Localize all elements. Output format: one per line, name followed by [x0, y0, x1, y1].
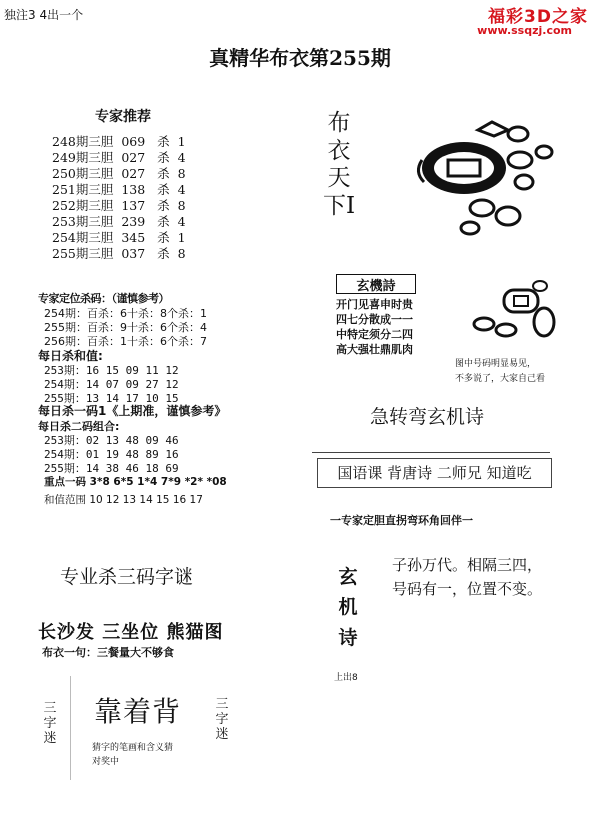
divider	[70, 676, 71, 780]
sum-kill-row: 254期：14 07 09 27 12	[44, 378, 179, 391]
riddle-title: 专业杀三码字谜	[60, 566, 194, 588]
table-row: 251期三胆 138 杀 4	[52, 182, 186, 197]
position-kill-title: 专家定位杀码：（谨慎参考）	[38, 292, 169, 305]
table-row: 253期三胆 239 杀 4	[52, 214, 186, 229]
site-logo[interactable]: 福彩3D之家	[488, 7, 588, 27]
poem-line: 中特定须分二四	[336, 328, 413, 341]
poem-line: 开门见喜申时贵	[336, 298, 413, 311]
riddle-main: 靠着背	[94, 695, 182, 728]
poem-art-icon	[464, 278, 564, 350]
top-note: 独注3 4出一个	[4, 8, 84, 22]
riddle-hint: 对奖中	[92, 757, 120, 767]
two-code-row: 253期：02 13 48 09 46	[44, 434, 179, 447]
divider	[312, 452, 550, 453]
table-row: 250期三胆 027 杀 8	[52, 166, 186, 181]
guoyu-box: 国语课 背唐诗 二师兄 知道吃	[317, 458, 552, 488]
tail-note: 上出8	[334, 673, 358, 683]
jizhuan-title: 急转弯玄机诗	[370, 406, 485, 428]
page-title: 真精华布衣第255期	[209, 46, 391, 70]
riddle-hint: 猜字的笔画和含义猜	[92, 743, 174, 753]
xuanji-vertical-label: 玄机诗	[338, 566, 358, 649]
table-row: 248期三胆 069 杀 1	[52, 134, 186, 149]
position-kill-row: 254期：百杀：6十杀：8个杀：1	[44, 307, 207, 320]
table-row: 252期三胆 137 杀 8	[52, 198, 186, 213]
poem-line: 高大强壮鼎肌肉	[336, 343, 413, 356]
turtle-art-icon	[412, 112, 562, 242]
expert-recommend-title: 专家推荐	[95, 109, 151, 125]
verse-line: 号码有一，位置不变。	[392, 580, 543, 598]
buyi-line: 布衣一句：三餐量大不够食	[42, 646, 174, 659]
poem-line: 四七分散成一一	[336, 313, 413, 326]
riddle-line: 长沙发 三坐位 熊猫图	[38, 622, 224, 643]
sum-kill-row: 255期：13 14 17 10 15	[44, 392, 179, 405]
left-riddle-label: 三字迷	[43, 701, 57, 746]
verse-line: 子孙万代。相隔三四，	[392, 556, 543, 574]
xuanji-poem-title: 玄機詩	[336, 274, 416, 294]
position-kill-row: 255期：百杀：9十杀：6个杀：4	[44, 321, 207, 334]
table-row: 249期三胆 027 杀 4	[52, 150, 186, 165]
two-code-row: 254期：01 19 48 89 16	[44, 448, 179, 461]
focus-code-row: 重点一码 3*8 6*5 1*4 7*9 *2* *08	[44, 476, 227, 488]
table-row: 255期三胆 037 杀 8	[52, 246, 186, 261]
expert-line: 一专家定胆直拐弯环角回伴一	[330, 514, 473, 527]
two-code-row: 255期：14 38 46 18 69	[44, 462, 179, 475]
buyi-tianxia-label: 布衣天下I	[322, 110, 356, 219]
table-row: 254期三胆 345 杀 1	[52, 230, 186, 245]
two-code-title: 每日杀二码组合:	[38, 420, 120, 433]
position-kill-row: 256期：百杀：1十杀：6个杀：7	[44, 335, 207, 348]
sum-range-row: 和值范围 10 12 13 14 15 16 17	[44, 494, 203, 506]
poem-caption: 图中号码明显易见，	[455, 359, 537, 369]
single-kill-title: 每日杀一码1《上期准，谨慎参考》	[38, 404, 227, 418]
poem-caption: 不多说了，大家自己看	[455, 374, 546, 384]
sum-kill-title: 每日杀和值:	[38, 349, 103, 363]
sum-kill-row: 253期：16 15 09 11 12	[44, 364, 179, 377]
site-url[interactable]: www.ssqzj.com	[477, 24, 572, 37]
right-riddle-label: 三字迷	[215, 697, 229, 742]
